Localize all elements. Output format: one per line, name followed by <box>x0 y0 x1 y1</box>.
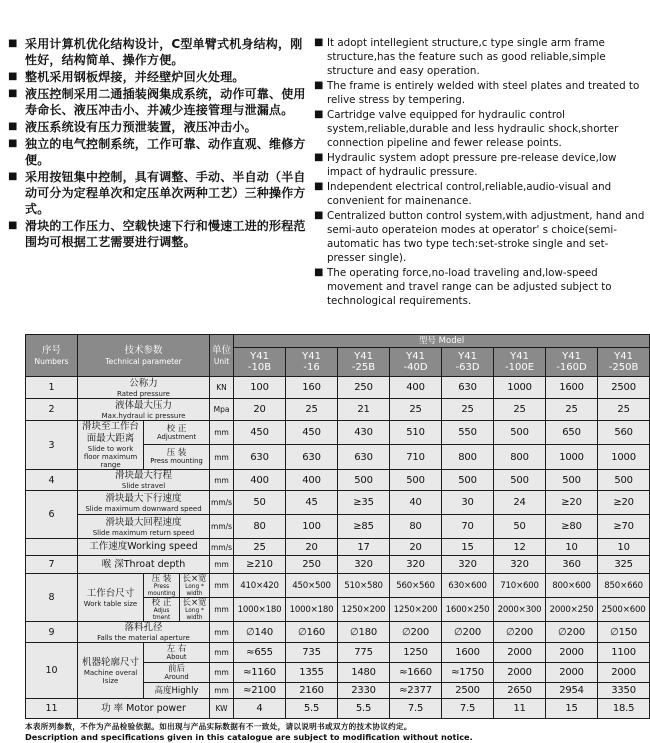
value-cell: 430 <box>338 421 390 445</box>
value-cell: ∅200 <box>494 622 546 643</box>
unit-cell: mm <box>210 445 234 470</box>
spec-table <box>25 334 650 719</box>
model-header: Y41 -16 <box>286 348 338 377</box>
param-label-cell: 滑块最大行程 Slide stravel <box>78 470 210 491</box>
header-unit-zh: 单位 <box>212 345 232 356</box>
value-cell: 4 <box>234 699 286 719</box>
value-cell: ≈2377 <box>390 683 442 699</box>
row-number-cell: 2 <box>26 399 78 421</box>
row-number-cell: 8 <box>26 574 78 622</box>
value-cell: 30 <box>442 491 494 515</box>
param-sub-cell: 压 装 Press mounting <box>144 445 210 470</box>
unit-cell: mm/s <box>210 539 234 556</box>
value-cell: ∅200 <box>390 622 442 643</box>
value-cell: 630 <box>286 445 338 470</box>
value-cell: 510×580 <box>338 574 390 598</box>
feature-item <box>314 108 646 150</box>
param-sub-cell: 长×宽 Long * width <box>180 574 210 598</box>
param-sub-cell: 左 右 About <box>144 643 210 663</box>
value-cell: ∅160 <box>286 622 338 643</box>
model-header: Y41 -40D <box>390 348 442 377</box>
table-row <box>26 556 650 574</box>
value-cell: 325 <box>598 556 650 574</box>
table-row <box>26 622 650 643</box>
value-cell: 25 <box>494 399 546 421</box>
bullet-square-icon: ■ <box>314 210 324 221</box>
value-cell: 1000×180 <box>286 598 338 622</box>
value-cell: 500 <box>494 421 546 445</box>
value-cell: 2500 <box>598 377 650 399</box>
model-header: Y41 -63D <box>442 348 494 377</box>
header-unit-en: Unit <box>213 357 230 366</box>
feature-text: The operating force,no-load traveling and,low-speed movement and travel range can be adjusted subject to technological requirements. <box>327 267 612 307</box>
table-row <box>26 574 650 598</box>
value-cell: 560 <box>598 421 650 445</box>
param-label-cell: 工作速度Working speed <box>78 539 210 556</box>
feature-text: 液压控制采用二通插装阀集成系统，动作可靠、使用寿命长、液压冲击小、并减少连接管理与泄漏点。 <box>25 87 306 117</box>
value-cell: 5.5 <box>286 699 338 719</box>
unit-cell: mm <box>210 598 234 622</box>
value-cell: ≥210 <box>234 556 286 574</box>
value-cell: 2000 <box>546 643 598 663</box>
model-header: Y41 -25B <box>338 348 390 377</box>
bullet-square-icon: ■ <box>8 220 18 231</box>
feature-text: Centralized button control system,with adjustment, hand and semi-auto operateion modes at operator' s choice(semi-automatic has two type tech:set-stroke single and set-presser single). <box>327 210 645 264</box>
feature-text: 液压系统设有压力预泄装置，液压冲击小。 <box>25 120 257 134</box>
unit-cell: mm <box>210 556 234 574</box>
feature-item <box>314 151 646 179</box>
value-cell: 400 <box>286 470 338 491</box>
value-cell: 50 <box>234 491 286 515</box>
param-group-cell: 机器轮廓尺寸 Machine overal Isize <box>78 643 144 699</box>
bullet-square-icon: ■ <box>8 171 18 182</box>
value-cell: 320 <box>494 556 546 574</box>
param-label-cell: 滑块最大下行速度 Slide maximum downward speed <box>78 491 210 515</box>
value-cell: 410×420 <box>234 574 286 598</box>
header-parameter <box>78 335 210 377</box>
value-cell: ≥20 <box>598 491 650 515</box>
footnote <box>25 722 625 743</box>
value-cell: 2500 <box>442 683 494 699</box>
bullet-square-icon: ■ <box>314 37 324 48</box>
value-cell: 360 <box>546 556 598 574</box>
value-cell: 500 <box>598 470 650 491</box>
value-cell: 500 <box>338 470 390 491</box>
value-cell: 2650 <box>494 683 546 699</box>
value-cell: 25 <box>286 399 338 421</box>
value-cell: 710 <box>390 445 442 470</box>
model-header: Y41 -250B <box>598 348 650 377</box>
value-cell: 1000 <box>546 445 598 470</box>
bullet-square-icon: ■ <box>314 109 324 120</box>
value-cell: 630 <box>234 445 286 470</box>
param-label-cell: 功 率 Motor power <box>78 699 210 719</box>
param-sub-cell: 压 装 Press mounting <box>144 574 180 598</box>
value-cell: 20 <box>234 399 286 421</box>
param-sub-cell: 前后 Around <box>144 663 210 683</box>
unit-cell: mm <box>210 574 234 598</box>
bullet-square-icon: ■ <box>8 138 18 149</box>
value-cell: ≈655 <box>234 643 286 663</box>
feature-item <box>314 79 646 107</box>
feature-item <box>314 180 646 208</box>
value-cell: 10 <box>546 539 598 556</box>
row-number-cell: 9 <box>26 622 78 643</box>
value-cell: 630 <box>442 377 494 399</box>
footnote-zh: 本表所列参数，不作为产品检验依据。如出现与产品实际数据有不一致处，请以说明书或双方的技术协议约定。 <box>25 722 412 731</box>
model-header: Y41 -160D <box>546 348 598 377</box>
value-cell: 1000×180 <box>234 598 286 622</box>
value-cell: 400 <box>234 470 286 491</box>
value-cell: 800 <box>494 445 546 470</box>
bullet-square-icon: ■ <box>314 80 324 91</box>
value-cell: 17 <box>338 539 390 556</box>
header-numbers-en: Numbers <box>34 357 69 366</box>
value-cell: 850×660 <box>598 574 650 598</box>
value-cell: 25 <box>546 399 598 421</box>
value-cell: 450×500 <box>286 574 338 598</box>
value-cell: 735 <box>286 643 338 663</box>
value-cell: ∅180 <box>338 622 390 643</box>
param-label-cell: 公称力 Rated pressure <box>78 377 210 399</box>
value-cell: 7.5 <box>442 699 494 719</box>
value-cell: 11 <box>494 699 546 719</box>
value-cell: ≈1660 <box>390 663 442 683</box>
feature-text: 采用按钮集中控制，具有调整、手动、半自动（半自动可分为定程单次和定压单次两种工艺）三种操作方式。 <box>25 170 306 216</box>
unit-cell: mm <box>210 470 234 491</box>
value-cell: 80 <box>234 515 286 539</box>
value-cell: ∅200 <box>546 622 598 643</box>
param-sub-cell: 校 正 Adjustment <box>144 421 210 445</box>
param-group-cell: 工作台尺寸 Work table size <box>78 574 144 622</box>
value-cell: 2000×250 <box>546 598 598 622</box>
unit-cell: mm <box>210 643 234 663</box>
feature-item <box>314 209 646 265</box>
value-cell: 250 <box>338 377 390 399</box>
value-cell: 10 <box>598 539 650 556</box>
value-cell: 25 <box>598 399 650 421</box>
bullet-square-icon: ■ <box>314 267 324 278</box>
value-cell: 12 <box>494 539 546 556</box>
value-cell: 7.5 <box>390 699 442 719</box>
value-cell: 320 <box>442 556 494 574</box>
value-cell: 510 <box>390 421 442 445</box>
value-cell: 15 <box>442 539 494 556</box>
table-row <box>26 515 650 539</box>
value-cell: ≥70 <box>598 515 650 539</box>
feature-text: 滑块的工作压力、空载快速下行和慢速工进的形程范围均可根据工艺需要进行调整。 <box>25 219 306 249</box>
feature-item <box>314 266 646 308</box>
param-sub-cell: 校 正 Adjus tment <box>144 598 180 622</box>
param-sub-cell: 高度Highly <box>144 683 210 699</box>
value-cell: 320 <box>390 556 442 574</box>
row-number-cell: 4 <box>26 470 78 491</box>
value-cell: 800×600 <box>546 574 598 598</box>
unit-cell: mm <box>210 683 234 699</box>
value-cell: 1480 <box>338 663 390 683</box>
value-cell: 21 <box>338 399 390 421</box>
value-cell: 250 <box>286 556 338 574</box>
features-section <box>0 0 650 309</box>
bullet-square-icon: ■ <box>314 152 324 163</box>
value-cell: ≥80 <box>546 515 598 539</box>
feature-item <box>8 36 308 68</box>
bullet-square-icon: ■ <box>314 181 324 192</box>
value-cell: ≥35 <box>338 491 390 515</box>
value-cell: 70 <box>442 515 494 539</box>
value-cell: 775 <box>338 643 390 663</box>
feature-item <box>8 218 308 250</box>
bullet-square-icon: ■ <box>8 71 18 82</box>
value-cell: 25 <box>390 399 442 421</box>
value-cell: 20 <box>390 539 442 556</box>
value-cell: 500 <box>442 470 494 491</box>
row-number-cell: 11 <box>26 699 78 719</box>
header-parameter-zh: 技术参数 <box>124 345 163 356</box>
value-cell: 400 <box>390 377 442 399</box>
value-cell: 1000 <box>598 445 650 470</box>
value-cell: 500 <box>546 470 598 491</box>
value-cell: ∅140 <box>234 622 286 643</box>
value-cell: ≈2100 <box>234 683 286 699</box>
row-number-cell: 10 <box>26 643 78 699</box>
feature-text: 独立的电气控制系统，工作可靠、动作直观、维修方便。 <box>25 137 306 167</box>
value-cell: 20 <box>286 539 338 556</box>
feature-text: 采用计算机优化结构设计，C型单臂式机身结构，刚性好，结构简单、操作方便。 <box>25 37 303 67</box>
param-label-cell: 滑块最大回程速度 Slide maximum return speed <box>78 515 210 539</box>
value-cell: 500 <box>494 470 546 491</box>
value-cell: 160 <box>286 377 338 399</box>
value-cell: 24 <box>494 491 546 515</box>
value-cell: 3350 <box>598 683 650 699</box>
value-cell: 710×600 <box>494 574 546 598</box>
footnote-en: Description and specifications given in this catalogue are subject to modification without notice. <box>25 732 473 742</box>
feature-item <box>8 169 308 217</box>
value-cell: 50 <box>494 515 546 539</box>
value-cell: ≥85 <box>338 515 390 539</box>
value-cell: 1250×200 <box>390 598 442 622</box>
value-cell: 320 <box>338 556 390 574</box>
feature-item <box>8 119 308 135</box>
value-cell: 1600 <box>442 643 494 663</box>
unit-cell: mm <box>210 663 234 683</box>
feature-item <box>314 36 646 78</box>
features-chinese-column <box>8 36 308 309</box>
value-cell: 15 <box>546 699 598 719</box>
param-label-cell: 落料孔径 Falls the material aperture <box>78 622 210 643</box>
unit-cell: mm <box>210 622 234 643</box>
value-cell: 630 <box>338 445 390 470</box>
header-numbers <box>26 335 78 377</box>
unit-cell: KW <box>210 699 234 719</box>
value-cell: 1100 <box>598 643 650 663</box>
value-cell: 2000 <box>546 663 598 683</box>
row-number-cell <box>26 539 78 556</box>
value-cell: 450 <box>234 421 286 445</box>
table-row <box>26 377 650 399</box>
value-cell: 1600 <box>546 377 598 399</box>
value-cell: 2160 <box>286 683 338 699</box>
unit-cell: mm/s <box>210 491 234 515</box>
row-number-cell: 7 <box>26 556 78 574</box>
feature-item <box>8 136 308 168</box>
features-english-column <box>314 36 646 309</box>
bullet-square-icon: ■ <box>8 38 18 49</box>
value-cell: 800 <box>442 445 494 470</box>
row-number-cell: 3 <box>26 421 78 470</box>
value-cell: 550 <box>442 421 494 445</box>
param-label-cell: 液体最大压力 Max.hydraul ic pressure <box>78 399 210 421</box>
table-row <box>26 421 650 445</box>
feature-text: It adopt intellegient structure,c type single arm frame structure,has the feature such as good reliable,simple structure and easy operation. <box>327 37 606 77</box>
param-label-cell: 喉 深Throat depth <box>78 556 210 574</box>
header-numbers-zh: 序号 <box>41 345 61 356</box>
value-cell: 2500×600 <box>598 598 650 622</box>
features-zh-list <box>8 36 308 250</box>
table-row <box>26 643 650 663</box>
value-cell: 1000 <box>494 377 546 399</box>
value-cell: 2954 <box>546 683 598 699</box>
value-cell: 2330 <box>338 683 390 699</box>
header-parameter-en: Technical parameter <box>105 357 182 366</box>
table-row <box>26 399 650 421</box>
header-model-band: 型号 Model <box>234 335 650 348</box>
param-group-cell: 滑块至工作台面最大距离 Slide to work floor maximum range <box>78 421 144 470</box>
value-cell: 100 <box>234 377 286 399</box>
value-cell: 18.5 <box>598 699 650 719</box>
value-cell: ∅150 <box>598 622 650 643</box>
feature-text: The frame is entirely welded with steel plates and treated to relive stress by tempering. <box>327 80 640 106</box>
unit-cell: mm/s <box>210 515 234 539</box>
model-header: Y41 -10B <box>234 348 286 377</box>
feature-item <box>8 69 308 85</box>
table-row <box>26 470 650 491</box>
table-row <box>26 491 650 515</box>
value-cell: 45 <box>286 491 338 515</box>
spec-table-header <box>26 335 650 377</box>
value-cell: 2000 <box>598 663 650 683</box>
features-en-list <box>314 36 646 308</box>
row-number-cell: 1 <box>26 377 78 399</box>
value-cell: 1250 <box>390 643 442 663</box>
value-cell: 500 <box>390 470 442 491</box>
value-cell: 560×560 <box>390 574 442 598</box>
table-row <box>26 539 650 556</box>
value-cell: 25 <box>442 399 494 421</box>
unit-cell: KN <box>210 377 234 399</box>
value-cell: 630×600 <box>442 574 494 598</box>
value-cell: 40 <box>390 491 442 515</box>
param-sub-cell: 长×宽 Long * width <box>180 598 210 622</box>
value-cell: 1250×200 <box>338 598 390 622</box>
value-cell: 2000×300 <box>494 598 546 622</box>
value-cell: 1355 <box>286 663 338 683</box>
feature-text: Independent electrical control,reliable,audio-visual and convenient for mainenance. <box>327 181 612 207</box>
value-cell: 650 <box>546 421 598 445</box>
value-cell: 5.5 <box>338 699 390 719</box>
model-header: Y41 -100E <box>494 348 546 377</box>
unit-cell: Mpa <box>210 399 234 421</box>
value-cell: ≈1160 <box>234 663 286 683</box>
feature-text: Cartridge valve equipped for hydraulic control system,reliable,durable and less hydraulic shock,shorter connection pipeline and fewer release points. <box>327 109 619 149</box>
value-cell: ≈1750 <box>442 663 494 683</box>
value-cell: ∅200 <box>442 622 494 643</box>
value-cell: 450 <box>286 421 338 445</box>
value-cell: 25 <box>234 539 286 556</box>
value-cell: ≥20 <box>546 491 598 515</box>
value-cell: 2000 <box>494 663 546 683</box>
bullet-square-icon: ■ <box>8 121 18 132</box>
value-cell: 2000 <box>494 643 546 663</box>
feature-item <box>8 86 308 118</box>
unit-cell: mm <box>210 421 234 445</box>
value-cell: 100 <box>286 515 338 539</box>
bullet-square-icon: ■ <box>8 88 18 99</box>
feature-text: Hydraulic system adopt pressure pre-release device,low impact of hydraulic pressure. <box>327 152 617 178</box>
header-unit <box>210 335 234 377</box>
table-row <box>26 699 650 719</box>
feature-text: 整机采用钢板焊接，并经壁炉回火处理。 <box>25 70 245 84</box>
value-cell: 1600×250 <box>442 598 494 622</box>
row-number-cell: 6 <box>26 491 78 539</box>
value-cell: 80 <box>390 515 442 539</box>
